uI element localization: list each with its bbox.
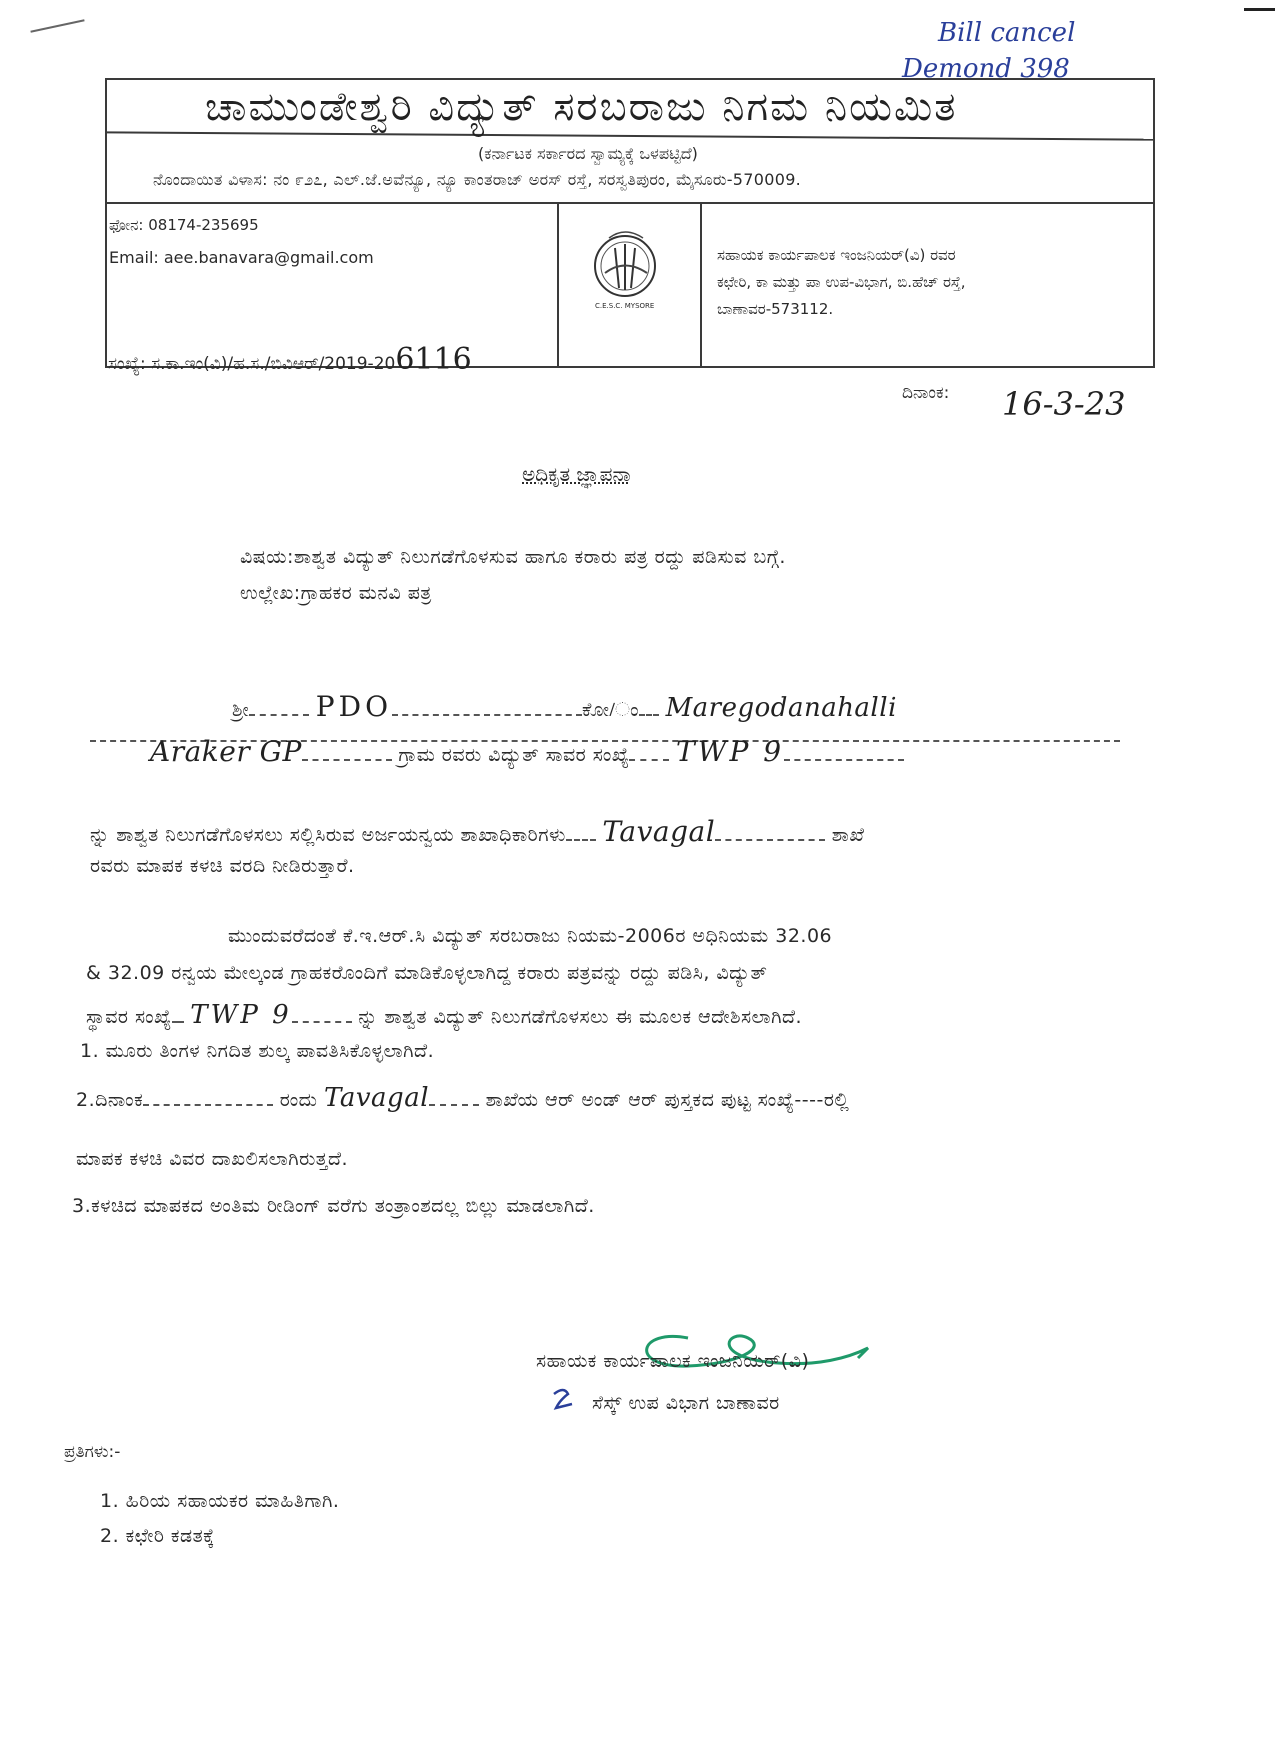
reference-line: ಉಲ್ಲೇಖ:ಗ್ರಾಹಕರ ಮನವಿ ಪತ್ರ <box>240 582 432 604</box>
handwritten-note-line2: Demond 398 <box>902 54 1070 84</box>
signature-line1: ಸಹಾಯಕ ಕಾರ್ಯಪಾಲಕ ಇಂಜನಿಯರ್(ವಿ) <box>536 1350 810 1372</box>
signature-line2: ಸೆಸ್ಕ್ ಉಪ ವಿಭಾಗ ಬಾಣಾವರ <box>592 1392 780 1414</box>
company-name: ಚಾಮುಂಡೇಶ್ವರಿ ವಿದ್ಯುತ್ ಸರಬರಾಜು ನಿಗಮ ನಿಯಮಿತ <box>205 84 958 130</box>
village-value: Araker GP <box>150 735 302 768</box>
date-label: ದಿನಾಂಕ: <box>902 383 950 403</box>
para2-line3-suffix: ನ್ನು ಶಾಶ್ವತ ವಿದ್ಯುತ್ ನಿಲುಗಡೆಗೊಳಸಲು ಈ ಮೂಲಕ ಆದೇಶಿಸಲಾಗಿದೆ. <box>358 1006 803 1028</box>
line2-text: ಗ್ರಾಮ ರವರು ವಿದ್ಯುತ್ ಸಾವರ ಸಂಖ್ಯೆ <box>398 744 630 766</box>
subject-line: ವಿಷಯ:ಶಾಶ್ವತ ವಿದ್ಯುತ್ ನಿಲುಗಡೆಗೊಳಸುವ ಹಾಗೂ ಕರಾರು ಪತ್ರ ರದ್ದು ಪಡಿಸುವ ಬಗ್ಗೆ. <box>240 546 786 568</box>
point2-mid: ರಂದು <box>279 1089 318 1111</box>
para2-line1: ಮುಂದುವರೆದಂತೆ ಕೆ.ಇ.ಆರ್.ಸಿ ವಿದ್ಯುತ್ ಸರಬರಾಜು ನಿಯಮ-2006ರ ಅಧಿನಿಯಮ 32.06 <box>228 925 833 947</box>
scan-mark <box>1244 8 1275 11</box>
office-line1: ಸಹಾಯಕ ಕಾರ್ಯಪಾಲಕ ಇಂಜನಿಯರ್(ವಿ) ರವರ <box>717 246 956 264</box>
para2-line3 <box>86 1000 802 1030</box>
point2-prefix: 2.ದಿನಾಂಕ <box>76 1089 144 1111</box>
memo-heading: ಅಧಿಕೃತ ಜ್ಞಾಪನಾ <box>522 462 631 486</box>
email-text: Email: aee.banavara@gmail.com <box>109 248 374 267</box>
para2-installation: TWP 9 <box>190 1000 292 1030</box>
installation-value: TWP 9 <box>676 735 785 768</box>
letterhead-box <box>105 78 1155 368</box>
body-line1 <box>232 690 897 723</box>
officer-value: Tavagal <box>602 815 716 848</box>
registered-address: ನೊಂದಾಯಿತ ವಿಳಾಸ: ನಂ ೯೨೭, ಎಲ್.ಜೆ.ಅವೆನ್ಯೂ, ನ್ಯೂ ಕಾಂತರಾಜ್ ಅರಸ್ ರಸ್ತೆ, ಸರಸ್ವತಿಪುರಂ, ಮೈಸೂರು-570009. <box>153 170 802 189</box>
line3-suffix: ಶಾಖೆ <box>831 824 865 846</box>
point1: 1. ಮೂರು ತಿಂಗಳ ನಿಗದಿತ ಶುಲ್ಕ ಪಾವತಿಸಿಕೊಳ್ಳಲಾಗಿದೆ. <box>80 1040 435 1062</box>
date-handwritten: 16-3-23 <box>1002 385 1126 423</box>
phone-text: ಫೋನ: 08174-235695 <box>109 216 259 234</box>
reference-number <box>108 342 472 377</box>
govt-line: (ಕರ್ನಾಟಕ ಸರ್ಕಾರದ ಸ್ವಾಮ್ಯಕ್ಕೆ ಒಳಪಟ್ಟಿದೆ) <box>478 144 698 163</box>
reference-number-handwritten: 6116 <box>395 342 472 377</box>
office-line3: ಬಾಣಾವರ-573112. <box>717 300 834 318</box>
handwritten-note-line1: Bill cancel <box>938 18 1076 48</box>
office-line2: ಕಛೇರಿ, ಕಾ ಮತ್ತು ಪಾ ಉಪ-ವಿಭಾಗ, ಬಿ.ಹೆಚ್ ರಸ್ತೆ, <box>717 273 966 291</box>
body-line4: ರವರು ಮಾಪಕ ಕಳಚಿ ವರದಿ ನೀಡಿರುತ್ತಾರೆ. <box>90 855 355 877</box>
logo-text: C.E.S.C. MYSORE <box>595 302 655 310</box>
scan-mark <box>30 19 84 32</box>
body-line3 <box>90 815 864 848</box>
point3: 3.ಕಳಚಿದ ಮಾಪಕದ ಅಂತಿಮ ರೀಡಿಂಗ್ ವರೆಗು ತಂತ್ರಾಂಶದಲ್ಲ ಬಿಲ್ಲು ಮಾಡಲಾಗಿದೆ. <box>72 1195 595 1217</box>
signature-initial <box>550 1386 578 1419</box>
point2-suffix: ಶಾಖೆಯ ಆರ್ ಅಂಡ್ ಆರ್ ಪುಸ್ತಕದ ಪುಟ್ಟ ಸಂಖ್ಯೆ----ರಲ್ಲಿ <box>485 1089 850 1111</box>
line3-text: ನ್ನು ಶಾಶ್ವತ ನಿಲುಗಡೆಗೊಳಸಲು ಸಲ್ಲಿಸಿರುವ ಅರ್ಜಯನ್ವಯ ಶಾಖಾಧಿಕಾರಿಗಳು <box>90 824 566 846</box>
cesc-logo <box>575 218 683 338</box>
copies-item1: 1. ಹಿರಿಯ ಸಹಾಯಕರ ಮಾಹಿತಿಗಾಗಿ. <box>100 1490 340 1512</box>
cesc-logo-icon <box>575 218 683 338</box>
initial-mark-icon <box>550 1386 578 1412</box>
co-label: ಕೋ/ಂ <box>582 699 640 721</box>
para2-line2: & 32.09 ರನ್ವಯ ಮೇಲ್ಕಂಡ ಗ್ರಾಹಕರೊಂದಿಗೆ ಮಾಡಿಕೊಳ್ಳಲಾಗಿದ್ದ ಕರಾರು ಪತ್ರವನ್ನು ರದ್ದು ಪಡಿಸಿ, ವಿದ್ಯುತ್ <box>86 962 768 984</box>
reference-number-prefix: ಸಂಖ್ಯೆ: ಸ.ಕಾ.ಇಂ(ವಿ)/ಹ.ಸ./ಬಿವಿಆರ್/2019-20 <box>108 354 396 374</box>
sri-value: PDO <box>315 690 393 723</box>
sri-label: ಶ್ರೀ <box>232 699 250 721</box>
body-line2 <box>150 735 904 768</box>
point2-line2: ಮಾಪಕ ಕಳಚಿ ವಿವರ ದಾಖಲಿಸಲಾಗಿರುತ್ತದೆ. <box>76 1148 349 1170</box>
point2-branch: Tavagal <box>324 1083 430 1113</box>
co-value: Maregodanahalli <box>665 693 897 723</box>
copies-label: ಪ್ರತಿಗಳು:- <box>64 1442 121 1462</box>
point2-line1 <box>76 1083 849 1113</box>
para2-line3-prefix: ಸ್ಥಾವರ ಸಂಖ್ಯೆ <box>86 1006 172 1028</box>
copies-item2: 2. ಕಛೇರಿ ಕಡತಕ್ಕೆ <box>100 1525 215 1547</box>
